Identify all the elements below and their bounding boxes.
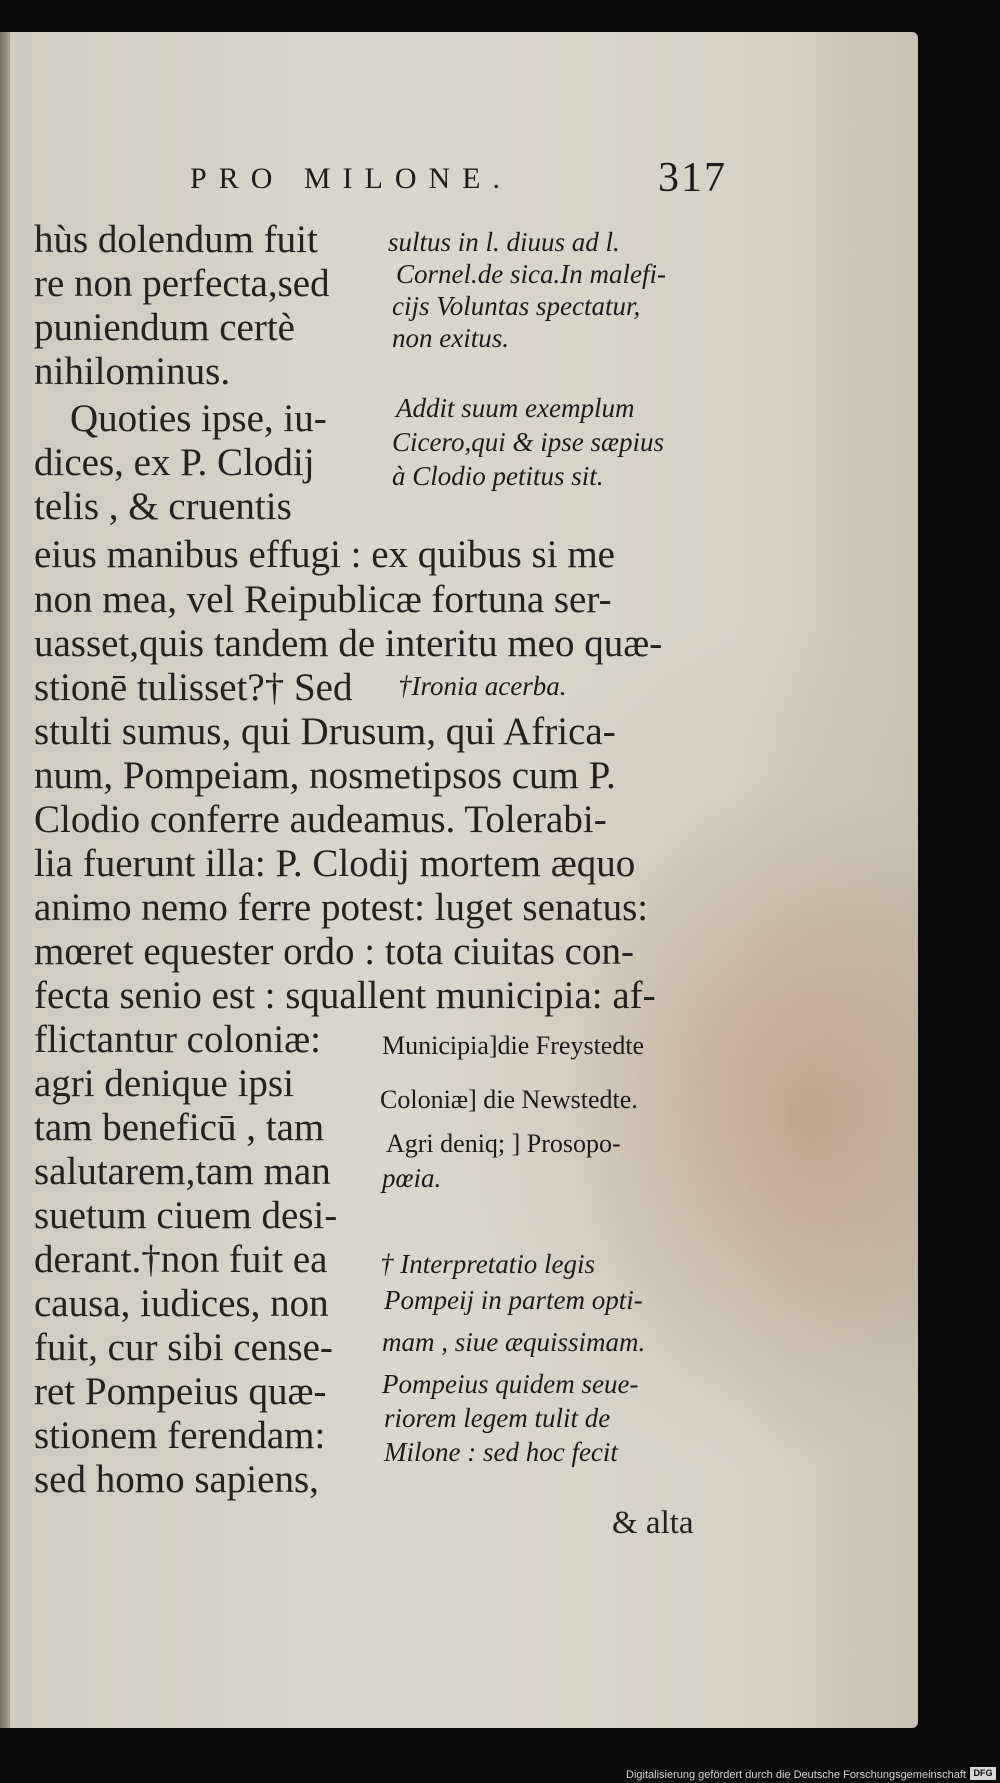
text-line: fuit, cur sibi cense- — [34, 1326, 333, 1369]
text-line: fecta senio est : squallent municipia: af- — [34, 974, 656, 1017]
text-line: uasset,quis tandem de interitu meo quæ- — [34, 622, 663, 665]
catchword: & alta — [612, 1505, 694, 1541]
margin-note: non exitus. — [392, 323, 509, 353]
text-line: nihilominus. — [34, 350, 231, 393]
margin-note: pœia. — [382, 1163, 442, 1193]
margin-note: Cicero,qui & ipse sæpius — [392, 427, 665, 457]
text-line: dices, ex P. Clodij — [34, 441, 315, 484]
footer-credit: Digitalisierung gefördert durch die Deutsche Forschungsgemeinschaft — [626, 1769, 966, 1781]
text-line: puniendum certè — [34, 306, 295, 349]
margin-note: sultus in l. diuus ad l. — [388, 227, 620, 257]
footer-bar — [0, 1763, 1000, 1783]
text-line: Quoties ipse, iu- — [70, 397, 327, 440]
margin-note: riorem legem tulit de — [384, 1403, 611, 1433]
text-line: animo nemo ferre potest: luget senatus: — [34, 886, 649, 929]
text-line: flictantur coloniæ: — [34, 1018, 322, 1061]
text-line: telis , & cruentis — [34, 485, 292, 528]
running-head: PRO MILONE. — [190, 162, 513, 195]
margin-note: Milone : sed hoc fecit — [384, 1437, 618, 1467]
text-line: ret Pompeius quæ- — [34, 1370, 327, 1413]
margin-note: Coloniæ] die Newstedte. — [380, 1085, 638, 1114]
margin-note: Addit suum exemplum — [396, 393, 635, 423]
text-line: stulti sumus, qui Drusum, qui Africa- — [34, 710, 616, 753]
text-line: stionem ferendam: — [34, 1414, 326, 1457]
page-number: 317 — [658, 155, 727, 201]
text-line: mœret equester ordo : tota ciuitas con- — [34, 930, 634, 973]
margin-note: Pompeij in partem opti- — [384, 1285, 643, 1315]
text-line: Clodio conferre audeamus. Tolerabi- — [34, 798, 607, 841]
text-line: num, Pompeiam, nosmetipsos cum P. — [34, 754, 616, 797]
text-line: eius manibus effugi : ex quibus si me — [34, 533, 615, 576]
margin-note: † Interpretatio legis — [380, 1249, 595, 1279]
margin-note: cijs Voluntas spectatur, — [392, 291, 641, 321]
margin-note: Cornel.de sica.In malefi- — [396, 259, 666, 289]
text-line: tam beneficū , tam — [34, 1106, 325, 1149]
page-header — [190, 155, 750, 208]
text-line: stionē tulisset?† Sed — [34, 666, 353, 709]
text-line: non mea, vel Reipublicæ fortuna ser- — [34, 578, 612, 621]
margin-note: Agri deniq; ] Prosopo- — [386, 1129, 621, 1158]
text-line: agri denique ipsi — [34, 1062, 294, 1105]
dfg-logo: DFG — [970, 1767, 996, 1780]
margin-note: mam , siue æquissimam. — [382, 1327, 646, 1357]
text-line: lia fuerunt illa: P. Clodij mortem æquo — [34, 842, 636, 885]
text-line: hùs dolendum fuit — [34, 218, 318, 261]
text-line: derant.†non fuit ea — [34, 1238, 328, 1281]
text-line: salutarem,tam man — [34, 1150, 331, 1193]
margin-note: †Ironia acerba. — [398, 671, 567, 701]
margin-note: à Clodio petitus sit. — [392, 461, 604, 491]
text-line: re non perfecta,sed — [34, 262, 330, 305]
text-line: sed homo sapiens, — [34, 1458, 319, 1501]
margin-note: Pompeius quidem seue- — [382, 1369, 639, 1399]
margin-note: Municipia]die Freystedte — [382, 1031, 645, 1060]
text-line: suetum ciuem desi- — [34, 1194, 338, 1237]
text-line: causa, iudices, non — [34, 1282, 329, 1325]
